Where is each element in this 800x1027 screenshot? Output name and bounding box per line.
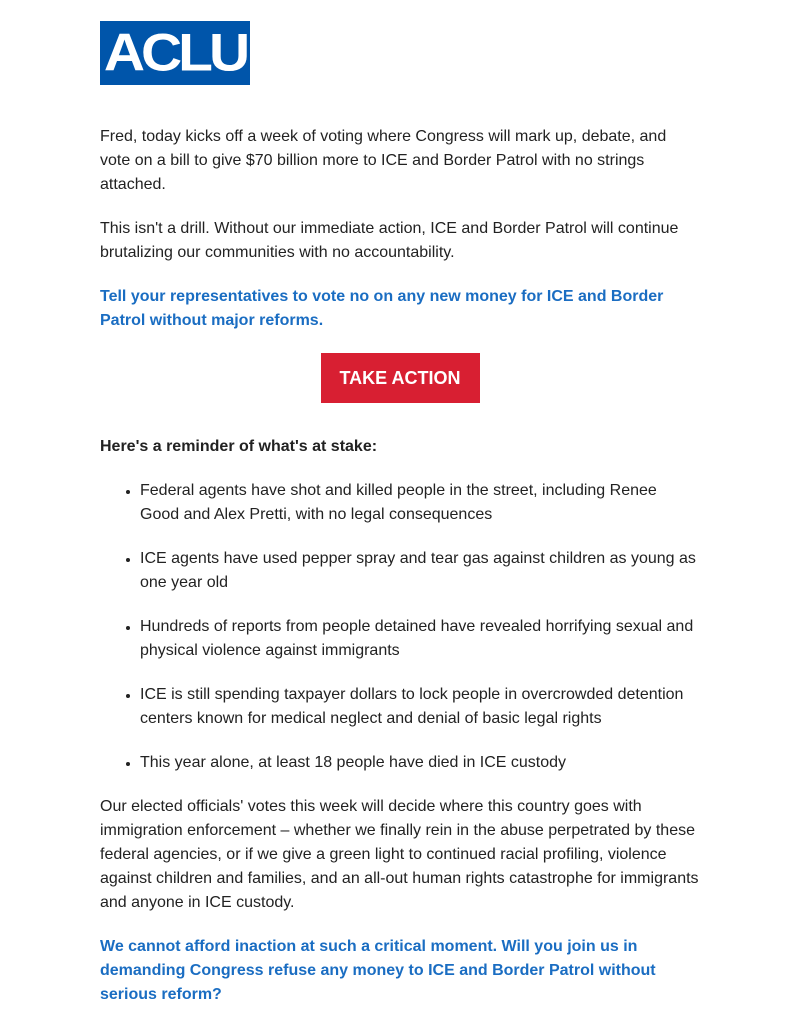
intro-paragraph-2: This isn't a drill. Without our immediate action, ICE and Border Patrol will continue brutalizing our communities with no accountability. <box>100 220 679 261</box>
closing-link-paragraph <box>100 935 700 1007</box>
stakes-heading: Here's a reminder of what's at stake: <box>100 438 378 455</box>
aclu-logo[interactable] <box>100 21 250 85</box>
cta-wrapper <box>100 353 700 403</box>
intro-paragraph-1: Fred, today kicks off a week of voting where Congress will mark up, debate, and vote on a bill to give $70 billion more to ICE and Border Patrol with no strings attached. <box>100 128 667 193</box>
list-item: • This year alone, at least 18 people have died in ICE custody <box>140 751 700 775</box>
stakes-list <box>100 479 700 775</box>
list-item: • ICE is still spending taxpayer dollars to lock people in overcrowded detention centers known for medical neglect and denial of basic legal rights <box>140 683 700 731</box>
representatives-link[interactable]: Tell your representatives to vote no on any new money for ICE and Border Patrol without major reforms. <box>100 288 664 329</box>
list-item: • Federal agents have shot and killed people in the street, including Renee Good and Alex Pretti, with no legal consequences <box>140 479 700 527</box>
closing-paragraph: Our elected officials' votes this week will decide where this country goes with immigration enforcement – whether we finally rein in the abuse perpetrated by these federal agencies, or if we give a green light to continued racial profiling, violence against children and families, and an all-out human rights catastrophe for immigrants and anyone in ICE custody. <box>100 798 699 911</box>
email-body <box>100 21 700 1027</box>
list-item: • ICE agents have used pepper spray and tear gas against children as young as one year old <box>140 547 700 595</box>
take-action-button[interactable]: TAKE ACTION <box>321 353 480 403</box>
call-to-action-paragraph <box>100 285 700 333</box>
list-item: • Hundreds of reports from people detained have revealed horrifying sexual and physical violence against immigrants <box>140 615 700 663</box>
join-us-link[interactable]: We cannot afford inaction at such a critical moment. Will you join us in demanding Congress refuse any money to ICE and Border Patrol without serious reform? <box>100 938 656 1003</box>
aclu-logo-text: ACLU <box>103 23 247 82</box>
